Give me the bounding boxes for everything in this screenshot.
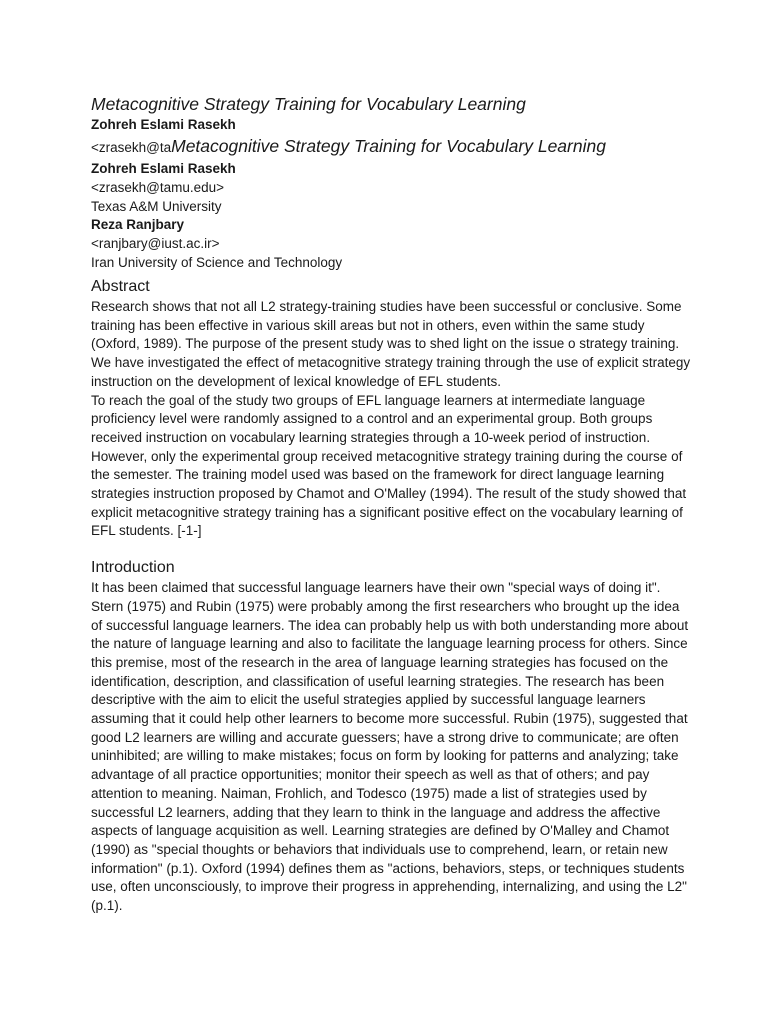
coauthor-affiliation: Iran University of Science and Technology (91, 255, 343, 270)
abstract-paragraph-1: Research shows that not all L2 strategy-training studies have been successful or conclusive. Some training has been effective in various skill areas but not in others, even within the same study (Oxford, 1989). The purpose of the present study was to shed light on the issue o strategy training. We have investigated the effect of metacognitive strategy training through the use of explicit strategy instruction on the development of lexical knowledge of EFL students. (91, 299, 691, 389)
abstract-paragraph-2: To reach the goal of the study two groups of EFL language learners at intermediate language proficiency level were randomly assigned to a control and an experimental group. Both groups received instruction on vocabulary learning strategies through a 10-week period of instruction. However, only the experimental group received metacognitive strategy training during the course of the semester. The training model used was based on the framework for direct language learning strategies instruction proposed by Chamot and O'Malley (1994). The result of the study showed that explicit metacognitive strategy training has a significant positive effect on the vocabulary learning of EFL students. [-1-] (91, 392, 687, 539)
abstract-heading: Abstract (91, 278, 150, 295)
author-name-repeat: Zohreh Eslami Rasekh (91, 161, 236, 176)
inline-title: Metacognitive Strategy Training for Vocabulary Learning (171, 136, 606, 156)
email-title-line (91, 134, 691, 160)
introduction-paragraph: It has been claimed that successful language learners have their own "special ways of doing it". Stern (1975) and Rubin (1975) were probably among the first researchers who brought up the idea of successful language learners. The idea can probably help us with both understanding more about the nature of language learning and also to facilitate the language learning process for others. Since this premise, most of the research in the area of language learning strategies has focused on the identification, description, and classification of useful learning strategies. The research has been descriptive with the aim to elicit the useful strategies applied by successful language learners assuming that it could help other learners to become more successful. Rubin (1975), suggested that good L2 learners are willing and accurate guessers; have a strong drive to communicate; are often uninhibited; are willing to make mistakes; focus on form by looking for patterns and analyzing; take advantage of all practice opportunities; monitor their speech as well as that of others; and pay attention to meaning. Naiman, Frohlich, and Todesco (1975) made a list of strategies used by successful L2 learners, adding that they learn to think in the language and address the affective aspects of language acquisition as well. Learning strategies are defined by O'Malley and Chamot (1990) as "special thoughts or behaviors that individuals use to comprehend, learn, or retain new information" (p.1). Oxford (1994) defines them as "actions, behaviors, steps, or techniques students use, often unconsciously, to improve their progress in apprehending, internalizing, and using the L2" (p.1). (91, 580, 689, 914)
introduction-heading: Introduction (91, 559, 175, 577)
coauthor-email: <ranjbary@iust.ac.ir> (91, 236, 220, 251)
document-title: Metacognitive Strategy Training for Vocabulary Learning (91, 94, 526, 114)
author-email: <zrasekh@tamu.edu> (91, 180, 225, 195)
author-name: Zohreh Eslami Rasekh (91, 117, 236, 132)
email-fragment: <zrasekh@ta (91, 140, 172, 155)
author-affiliation: Texas A&M University (91, 199, 222, 214)
document-page (91, 92, 691, 916)
coauthor-name: Reza Ranjbary (91, 217, 185, 232)
